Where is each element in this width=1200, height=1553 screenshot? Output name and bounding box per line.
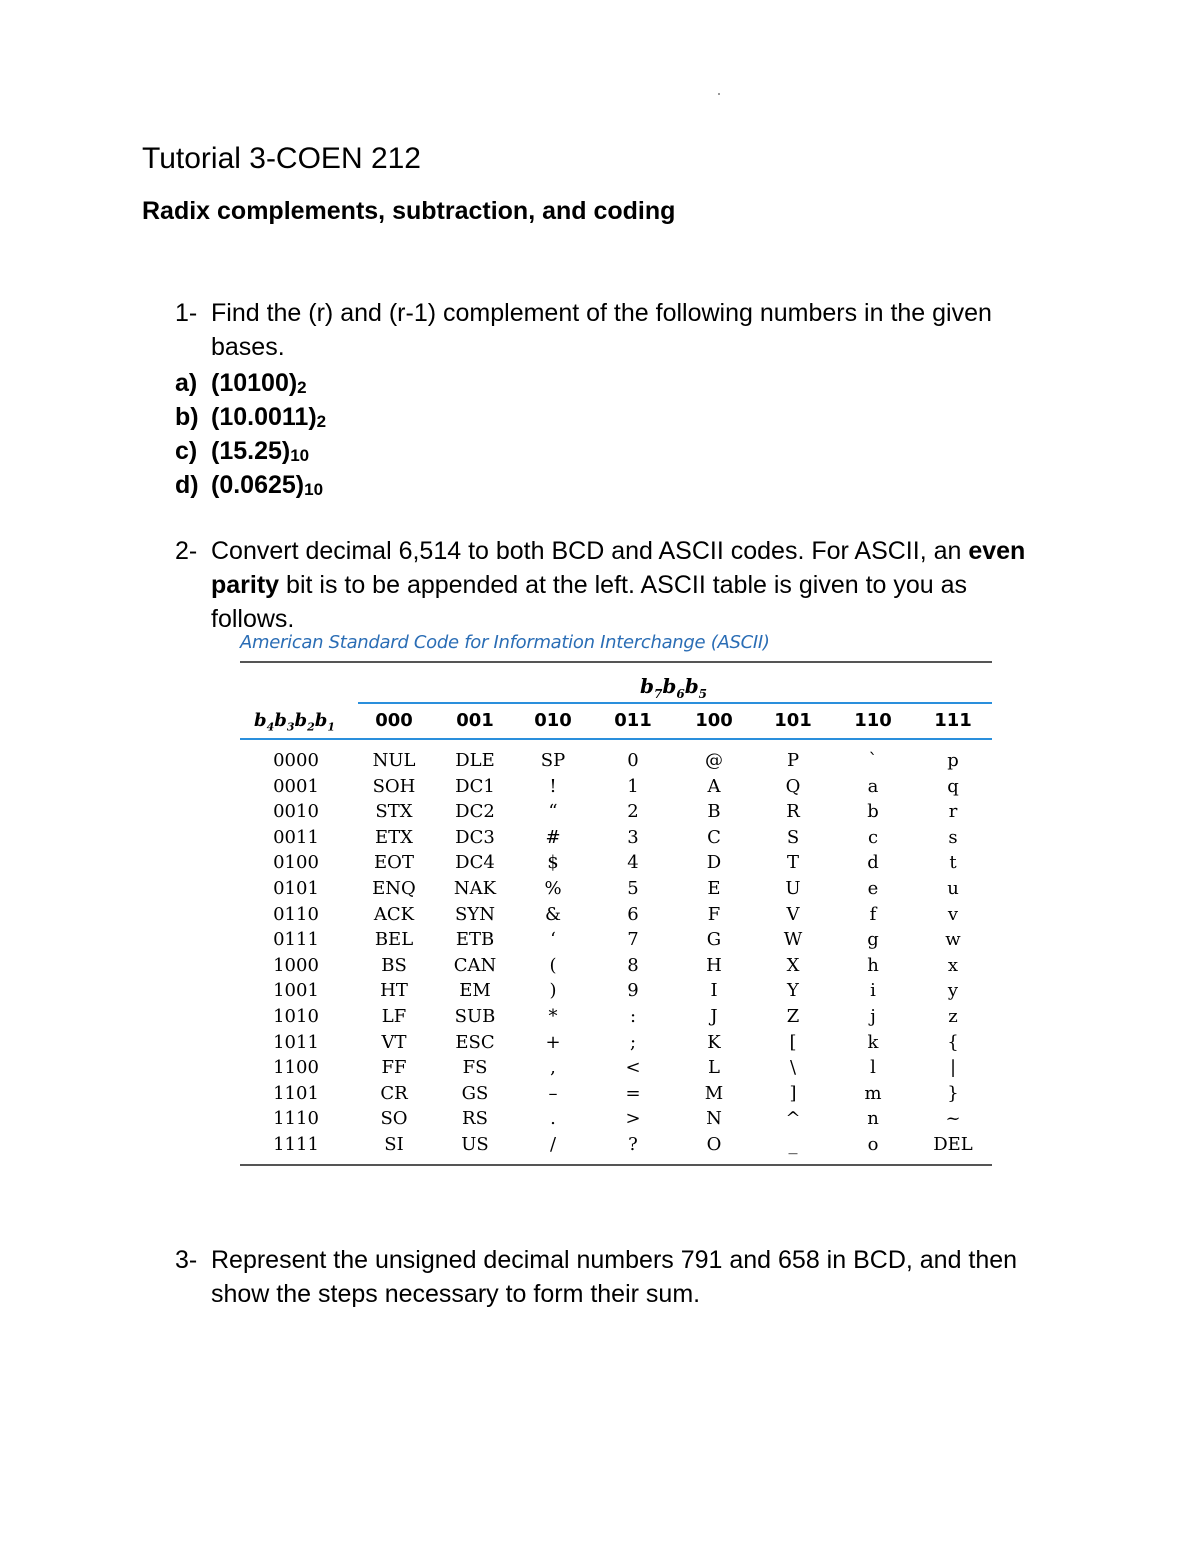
table-cell: =	[625, 1083, 641, 1104]
table-top-rule	[240, 661, 992, 663]
table-cell: DC2	[455, 801, 495, 822]
table-cell: 6	[627, 904, 639, 925]
column-header-110: 110	[854, 710, 892, 731]
table-cell: S	[786, 827, 800, 848]
table-cell: \	[789, 1057, 797, 1078]
table-cell: FF	[381, 1057, 407, 1078]
table-cell: f	[869, 904, 877, 925]
column-header-010: 010	[534, 710, 572, 731]
table-cell: 9	[627, 980, 639, 1001]
table-cell: DLE	[455, 750, 495, 771]
table-cell: X	[786, 955, 800, 976]
row-code-0100: 0100	[273, 852, 319, 873]
table-cell: `	[868, 750, 878, 771]
table-cell: ETX	[375, 827, 413, 848]
table-cell: 4	[627, 852, 639, 873]
table-cell: SUB	[454, 1006, 496, 1027]
table-cell: 5	[627, 878, 639, 899]
table-cell: CAN	[453, 955, 497, 976]
table-cell: G	[706, 929, 722, 950]
table-cell: L	[708, 1057, 720, 1078]
table-cell: %	[544, 878, 562, 899]
row-code-0110: 0110	[273, 904, 319, 925]
column-header-101: 101	[774, 710, 812, 731]
table-cell: h	[867, 955, 879, 976]
table-cell: –	[548, 1083, 558, 1104]
item-base: 10	[304, 480, 324, 499]
row-code-0111: 0111	[273, 929, 319, 950]
table-cell: /	[549, 1134, 557, 1155]
question-2-text: Convert decimal 6,514 to both BCD and ASCII codes. For ASCII, an even parity bit is to be appended at the left. ASCII table is given to you as follows.	[211, 537, 1026, 633]
table-cell: J	[710, 1006, 718, 1027]
item-base: 2	[297, 378, 307, 397]
table-cell: 2	[627, 801, 639, 822]
table-bottom-rule	[240, 1164, 992, 1166]
table-cell: }	[947, 1083, 959, 1104]
table-cell: F	[707, 904, 721, 925]
table-cell: c	[867, 827, 879, 848]
table-cell: O	[706, 1134, 722, 1155]
table-cell: EM	[459, 980, 491, 1001]
table-cell: FS	[462, 1057, 488, 1078]
table-cell: ACK	[373, 904, 415, 925]
table-cell: Y	[787, 980, 799, 1001]
table-cell: K	[707, 1032, 721, 1053]
table-cell: DC4	[455, 852, 495, 873]
table-cell: .	[550, 1108, 556, 1129]
table-cell: C	[707, 827, 721, 848]
table-cell: a	[867, 776, 879, 797]
table-cell: _	[788, 1134, 798, 1155]
column-group-rule	[358, 702, 992, 704]
ascii-table-caption: American Standard Code for Information Interchange (ASCII)	[240, 632, 770, 653]
table-cell: U	[785, 878, 801, 899]
table-cell: M	[704, 1083, 724, 1104]
table-cell: VT	[381, 1032, 407, 1053]
item-label: c)	[175, 437, 198, 465]
column-header-100: 100	[695, 710, 733, 731]
table-cell: (	[549, 955, 557, 976]
row-code-1010: 1010	[273, 1006, 319, 1027]
row-code-0011: 0011	[273, 827, 319, 848]
page-title: Tutorial 3-COEN 212	[142, 142, 421, 175]
table-cell: x	[947, 955, 959, 976]
table-cell: p	[947, 750, 959, 771]
question-1-text: Find the (r) and (r-1) complement of the following numbers in the given bases.	[211, 299, 992, 361]
table-cell: g	[867, 929, 879, 950]
table-cell: DC1	[455, 776, 495, 797]
table-cell: *	[548, 1006, 558, 1027]
table-cell: 3	[627, 827, 639, 848]
table-cell: |	[949, 1057, 957, 1078]
row-code-1110: 1110	[273, 1108, 319, 1129]
item-base: 2	[316, 412, 327, 431]
table-cell: W	[783, 929, 803, 950]
table-cell: 1	[627, 776, 639, 797]
column-header-111: 111	[934, 710, 972, 731]
table-cell: y	[947, 980, 959, 1001]
question-3-text: Represent the unsigned decimal numbers 791 and 658 in BCD, and then show the steps necessary to form their sum.	[211, 1246, 1018, 1308]
header-bottom-rule	[240, 738, 992, 740]
table-cell: HT	[380, 980, 408, 1001]
table-cell: t	[949, 852, 957, 873]
table-cell: ENQ	[372, 878, 416, 899]
table-cell: ,	[550, 1057, 556, 1078]
table-cell: r	[948, 801, 958, 822]
question-3-number: 3-	[175, 1246, 198, 1274]
table-cell: V	[786, 904, 800, 925]
table-cell: e	[867, 878, 879, 899]
table-cell: j	[870, 1006, 876, 1027]
table-cell: DC3	[455, 827, 495, 848]
column-header-011: 011	[614, 710, 652, 731]
row-code-1011: 1011	[273, 1032, 319, 1053]
table-cell: B	[707, 801, 721, 822]
item-label: a)	[175, 369, 198, 397]
table-cell: k	[867, 1032, 879, 1053]
table-cell: ESC	[455, 1032, 495, 1053]
table-cell: H	[706, 955, 722, 976]
item-value: $(10.0011)_2$	[211, 403, 327, 431]
table-cell: LF	[381, 1006, 407, 1027]
table-cell: ?	[628, 1134, 638, 1155]
page-subtitle: Radix complements, subtraction, and coding	[142, 197, 676, 225]
item-label: b)	[175, 403, 199, 431]
table-cell: CR	[380, 1083, 408, 1104]
table-cell: s	[948, 827, 958, 848]
table-cell: 7	[627, 929, 639, 950]
table-cell: R	[786, 801, 800, 822]
row-code-1111: 1111	[273, 1134, 319, 1155]
emphasis-even-parity: even parity	[211, 537, 1026, 599]
column-header-000: 000	[375, 710, 413, 731]
row-code-1001: 1001	[273, 980, 319, 1001]
table-cell: {	[947, 1032, 959, 1053]
table-cell: SI	[384, 1134, 404, 1155]
table-cell: $	[547, 852, 559, 873]
table-cell: +	[545, 1032, 561, 1053]
table-cell: RS	[462, 1108, 488, 1129]
table-cell: b	[867, 801, 879, 822]
table-cell: q	[947, 776, 959, 797]
table-cell: n	[867, 1108, 879, 1129]
table-cell: ]	[789, 1083, 797, 1104]
question-1-number: 1-	[175, 299, 198, 327]
table-cell: N	[706, 1108, 722, 1129]
table-cell: [	[789, 1032, 797, 1053]
table-cell: DEL	[933, 1134, 973, 1155]
table-cell: EOT	[374, 852, 414, 873]
table-cell: )	[549, 980, 557, 1001]
table-cell: D	[706, 852, 722, 873]
table-cell: STX	[375, 801, 413, 822]
column-group-header: $b_7b_6b_5$	[640, 674, 708, 701]
row-code-1101: 1101	[273, 1083, 319, 1104]
table-cell: ~	[945, 1108, 961, 1129]
table-cell: SP	[540, 750, 566, 771]
table-cell: &	[544, 904, 562, 925]
table-cell: Z	[786, 1006, 800, 1027]
item-base: 10	[290, 446, 310, 465]
table-cell: !	[549, 776, 557, 797]
table-cell: m	[864, 1083, 882, 1104]
table-cell: SO	[380, 1108, 408, 1129]
table-cell: NAK	[453, 878, 497, 899]
item-value: $(0.0625)_{10}$	[211, 471, 324, 499]
table-cell: w	[945, 929, 961, 950]
table-cell: T	[786, 852, 799, 873]
table-cell: u	[947, 878, 959, 899]
page-mark	[718, 93, 720, 95]
column-header-001: 001	[456, 710, 494, 731]
item-label: d)	[175, 471, 199, 499]
item-value: $(15.25)_{10}$	[211, 437, 310, 465]
question-2-number: 2-	[175, 537, 198, 565]
table-cell: ^	[785, 1108, 801, 1129]
row-code-0000: 0000	[273, 750, 319, 771]
table-cell: o	[867, 1134, 879, 1155]
table-cell: z	[948, 1006, 958, 1027]
row-code-0001: 0001	[273, 776, 319, 797]
table-cell: d	[867, 852, 879, 873]
row-code-0010: 0010	[273, 801, 319, 822]
table-cell: P	[786, 750, 800, 771]
table-cell: ;	[629, 1032, 637, 1053]
table-cell: 0	[627, 750, 639, 771]
table-cell: BEL	[374, 929, 414, 950]
table-cell: NUL	[372, 750, 416, 771]
table-cell: >	[625, 1108, 641, 1129]
table-cell: GS	[461, 1083, 489, 1104]
table-cell: @	[705, 750, 723, 771]
table-cell: “	[548, 801, 558, 822]
row-code-1100: 1100	[273, 1057, 319, 1078]
table-cell: US	[461, 1134, 489, 1155]
table-cell: :	[629, 1006, 637, 1027]
table-cell: SYN	[455, 904, 495, 925]
table-cell: ‘	[550, 929, 556, 950]
table-cell: #	[545, 827, 561, 848]
row-code-0101: 0101	[273, 878, 319, 899]
table-cell: 8	[627, 955, 639, 976]
table-cell: v	[947, 904, 959, 925]
table-cell: Q	[785, 776, 801, 797]
row-group-header: $b_4b_3b_2b_1$	[254, 710, 335, 734]
table-cell: A	[707, 776, 721, 797]
table-cell: i	[870, 980, 876, 1001]
table-cell: SOH	[372, 776, 416, 797]
table-cell: BS	[381, 955, 407, 976]
table-cell: l	[870, 1057, 876, 1078]
table-cell: I	[710, 980, 718, 1001]
row-code-1000: 1000	[273, 955, 319, 976]
table-cell: <	[625, 1057, 641, 1078]
table-cell: E	[707, 878, 721, 899]
item-value: $(10100)_2$	[211, 369, 307, 397]
table-cell: ETB	[455, 929, 495, 950]
